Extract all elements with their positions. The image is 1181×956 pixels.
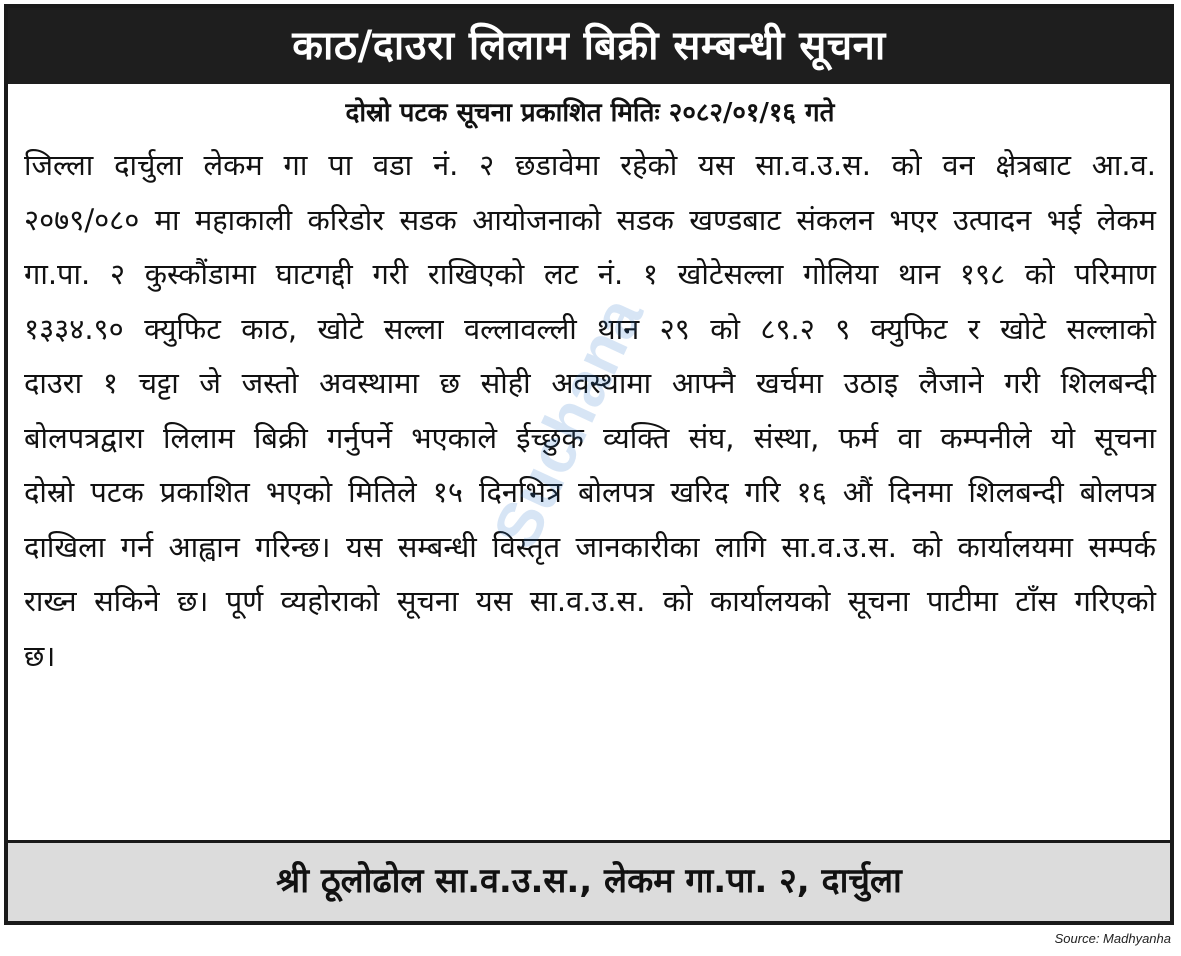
notice-body: जिल्ला दार्चुला लेकम गा पा वडा नं. २ छडावेमा रहेको यस सा.व.उ.स. को वन क्षेत्रबाट आ.व. २०७९/०८० मा महाकाली करिडोर सडक आयोजनाको सडक खण्डबाट संकलन भएर उत्पादन भई लेकम गा.पा. २ कुस्कौंडामा घाटगद्दी गरी राखिएको लट नं. १ खोटेसल्ला गोलिया थान १९८ को परिमाण १३३४.९० क्युफिट काठ, खोटे सल्ला वल्लावल्ली थान २९ को ८९.२ ९ क्युफिट र खोटे सल्लाको दाउरा १ चट्टा जे जस्तो अवस्थामा छ सोही अवस्थामा आफ्नै खर्चमा उठाइ लैजाने गरी शिलबन्दी बोलपत्रद्वारा लिलाम बिक्री गर्नुपर्ने भएकाले ईच्छुक व्यक्ति संघ, संस्था, फर्म वा कम्पनीले यो सूचना दोस्रो पटक प्रकाशित भएको मितिले १५ दिनभित्र बोलपत्र खरिद गरि १६ औं दिनमा शिलबन्दी बोलपत्र दाखिला गर्न आह्वान गरिन्छ। यस सम्बन्धी विस्तृत जानकारीका लागि सा.व.उ.स. को कार्यालयमा सम्पर्क राख्न सकिने छ। पूर्ण व्यहोराको सूचना यस सा.व.उ.स. को कार्यालयको सूचना पाटीमा टाँस गरिएको छ।: [24, 148, 1156, 673]
issuer-footer: श्री ठूलोढोल सा.व.उ.स., लेकम गा.पा. २, दार्चुला: [8, 840, 1170, 921]
notice-content: [8, 84, 1170, 683]
notice-box: [4, 4, 1174, 925]
notice-title: काठ/दाउरा लिलाम बिक्री सम्बन्धी सूचना: [8, 8, 1170, 84]
source-credit: Source: Madhyanha: [1054, 931, 1171, 946]
publication-date-line: दोस्रो पटक सूचना प्रकाशित मितिः २०८२/०१/१६ गते: [345, 98, 835, 128]
watermark-logo: Suchana: [478, 286, 657, 559]
